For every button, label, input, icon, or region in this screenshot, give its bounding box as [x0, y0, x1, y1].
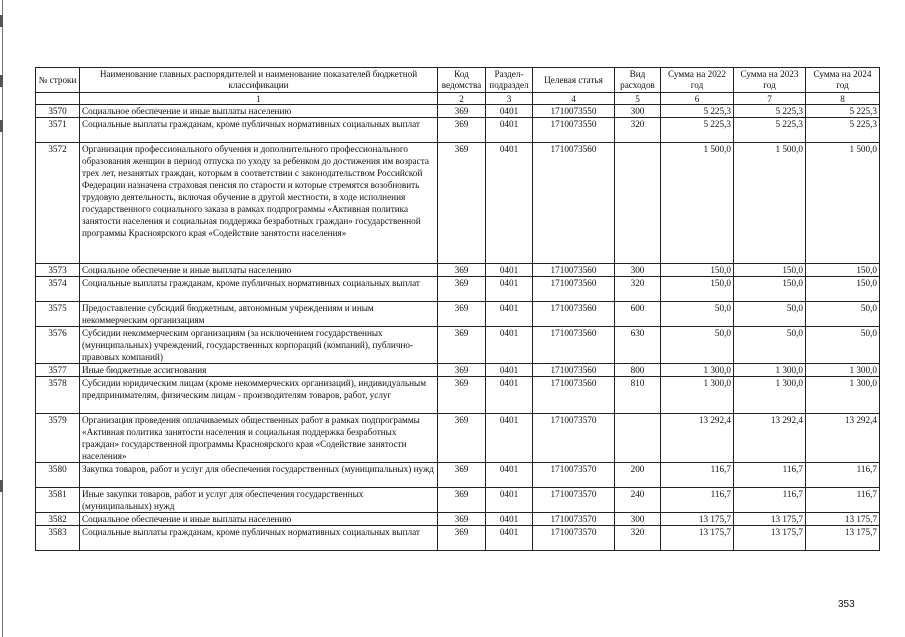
department-code-cell: 369: [438, 414, 486, 463]
row-number-cell: 3573: [36, 264, 80, 277]
sum-2022-cell: 50,0: [661, 302, 734, 327]
table-row: [36, 105, 880, 118]
name-cell: Субсидии юридическим лицам (кроме некоммерческих организаций), индивидуальным предпринимателям, физическим лицам - производителям товаров, работ, услуг: [80, 377, 438, 414]
column-number: 2: [438, 93, 486, 105]
sum-2024-cell: 5 225,3: [806, 105, 880, 118]
name-cell: Субсидии некоммерческим организациям (за исключением государственных (муниципальных) учреждений, государственных корпораций (компаний), публично-правовых компаний): [80, 327, 438, 364]
expense-kind-cell: 600: [615, 302, 661, 327]
header-target-item: Целевая статья: [533, 68, 615, 93]
table-row: [36, 463, 880, 488]
scan-mark: [0, 75, 3, 87]
row-number-cell: 3582: [36, 513, 80, 526]
sum-2023-cell: 1 300,0: [734, 364, 806, 377]
column-number: 7: [734, 93, 806, 105]
sum-2024-cell: 50,0: [806, 327, 880, 364]
table-row: [36, 364, 880, 377]
sum-2024-cell: 13 292,4: [806, 414, 880, 463]
target-item-cell: 1710073550: [533, 105, 615, 118]
scan-mark: [0, 15, 3, 27]
section-cell: 0401: [486, 327, 533, 364]
department-code-cell: 369: [438, 302, 486, 327]
name-cell: Социальное обеспечение и иные выплаты населению: [80, 264, 438, 277]
sum-2024-cell: 5 225,3: [806, 118, 880, 143]
name-cell: Социальные выплаты гражданам, кроме публичных нормативных социальных выплат: [80, 277, 438, 302]
target-item-cell: 1710073560: [533, 377, 615, 414]
row-number-cell: 3574: [36, 277, 80, 302]
sum-2023-cell: 13 292,4: [734, 414, 806, 463]
sum-2023-cell: 50,0: [734, 302, 806, 327]
header-row-number: № строки: [36, 68, 80, 93]
sum-2022-cell: 13 175,7: [661, 526, 734, 551]
section-cell: 0401: [486, 488, 533, 513]
target-item-cell: 1710073560: [533, 264, 615, 277]
expense-kind-cell: 300: [615, 105, 661, 118]
column-number: 4: [533, 93, 615, 105]
column-number: 6: [661, 93, 734, 105]
table-row: [36, 513, 880, 526]
row-number-cell: 3576: [36, 327, 80, 364]
expense-kind-cell: 300: [615, 264, 661, 277]
scan-mark: [0, 120, 3, 132]
table-row: [36, 118, 880, 143]
department-code-cell: 369: [438, 513, 486, 526]
department-code-cell: 369: [438, 277, 486, 302]
section-cell: 0401: [486, 105, 533, 118]
sum-2022-cell: 1 300,0: [661, 377, 734, 414]
name-cell: Социальное обеспечение и иные выплаты населению: [80, 105, 438, 118]
section-cell: 0401: [486, 264, 533, 277]
sum-2023-cell: 1 500,0: [734, 143, 806, 264]
header-sum-2024: Сумма на 2024 год: [806, 68, 880, 93]
name-cell: Иные закупки товаров, работ и услуг для обеспечения государственных (муниципальных) нужд: [80, 488, 438, 513]
expense-kind-cell: [615, 414, 661, 463]
department-code-cell: 369: [438, 526, 486, 551]
sum-2023-cell: 13 175,7: [734, 526, 806, 551]
sum-2023-cell: 13 175,7: [734, 513, 806, 526]
department-code-cell: 369: [438, 463, 486, 488]
name-cell: Организация проведения оплачиваемых общественных работ в рамках подпрограммы «Активная политика занятости населения и социальная поддержка безработных граждан» государственной программы Красноярского края «Содействие занятости населения»: [80, 414, 438, 463]
row-number-cell: 3570: [36, 105, 80, 118]
sum-2024-cell: 50,0: [806, 302, 880, 327]
target-item-cell: 1710073560: [533, 302, 615, 327]
budget-table: [35, 67, 880, 551]
target-item-cell: 1710073570: [533, 488, 615, 513]
sum-2022-cell: 150,0: [661, 277, 734, 302]
expense-kind-cell: [615, 143, 661, 264]
table-body: [36, 105, 880, 551]
table-row: [36, 327, 880, 364]
sum-2023-cell: 150,0: [734, 277, 806, 302]
section-cell: 0401: [486, 526, 533, 551]
sum-2024-cell: 1 500,0: [806, 143, 880, 264]
sum-2024-cell: 1 300,0: [806, 377, 880, 414]
header-expense-kind: Вид расходов: [615, 68, 661, 93]
name-cell: Социальные выплаты гражданам, кроме публичных нормативных социальных выплат: [80, 118, 438, 143]
page-number: 353: [838, 599, 855, 610]
sum-2022-cell: 5 225,3: [661, 118, 734, 143]
sum-2022-cell: 116,7: [661, 488, 734, 513]
target-item-cell: 1710073570: [533, 513, 615, 526]
target-item-cell: 1710073570: [533, 414, 615, 463]
row-number-cell: 3581: [36, 488, 80, 513]
department-code-cell: 369: [438, 264, 486, 277]
header-section: Раздел-подраздел: [486, 68, 533, 93]
sum-2023-cell: 1 300,0: [734, 377, 806, 414]
row-number-cell: 3579: [36, 414, 80, 463]
header-department-code: Код ведомства: [438, 68, 486, 93]
sum-2024-cell: 13 175,7: [806, 526, 880, 551]
row-number-cell: 3583: [36, 526, 80, 551]
department-code-cell: 369: [438, 488, 486, 513]
expense-kind-cell: 320: [615, 526, 661, 551]
department-code-cell: 369: [438, 118, 486, 143]
name-cell: Предоставление субсидий бюджетным, автономным учреждениям и иным некоммерческим организациям: [80, 302, 438, 327]
table-row: [36, 377, 880, 414]
expense-kind-cell: 800: [615, 364, 661, 377]
table-row: [36, 143, 880, 264]
target-item-cell: 1710073560: [533, 277, 615, 302]
table-row: [36, 277, 880, 302]
section-cell: 0401: [486, 414, 533, 463]
department-code-cell: 369: [438, 364, 486, 377]
name-cell: Иные бюджетные ассигнования: [80, 364, 438, 377]
sum-2022-cell: 116,7: [661, 463, 734, 488]
sum-2022-cell: 13 175,7: [661, 513, 734, 526]
row-number-cell: 3578: [36, 377, 80, 414]
column-number: 1: [80, 93, 438, 105]
sum-2024-cell: 116,7: [806, 488, 880, 513]
section-cell: 0401: [486, 277, 533, 302]
name-cell: Организация профессионального обучения и дополнительного профессионального образования женщин в период отпуска по уходу за ребенком до достижения им возраста трех лет, незанятых граждан, которым в соответствии с законодательством Российской Федерации назначена страховая пенсия по старости и которые стремятся возобновить трудовую деятельность, включая обучение в другой местности, в ходе исполнения государственного социального заказа в рамках подпрограммы «Активная политика занятости населения и социальная поддержка безработных граждан» государственной программы Красноярского края «Содействие занятости населения»: [80, 143, 438, 264]
column-number: 8: [806, 93, 880, 105]
expense-kind-cell: 320: [615, 118, 661, 143]
target-item-cell: 1710073560: [533, 364, 615, 377]
row-number-cell: 3572: [36, 143, 80, 264]
row-number-cell: 3577: [36, 364, 80, 377]
expense-kind-cell: 810: [615, 377, 661, 414]
sum-2023-cell: 50,0: [734, 327, 806, 364]
column-number: [36, 93, 80, 105]
header-sum-2022: Сумма на 2022 год: [661, 68, 734, 93]
header-name: Наименование главных распорядителей и наименование показателей бюджетной классификации: [80, 68, 438, 93]
sum-2022-cell: 13 292,4: [661, 414, 734, 463]
sum-2022-cell: 150,0: [661, 264, 734, 277]
column-number: 5: [615, 93, 661, 105]
column-number: 3: [486, 93, 533, 105]
table-row: [36, 302, 880, 327]
expense-kind-cell: 300: [615, 513, 661, 526]
sum-2022-cell: 1 300,0: [661, 364, 734, 377]
section-cell: 0401: [486, 118, 533, 143]
section-cell: 0401: [486, 143, 533, 264]
sum-2022-cell: 5 225,3: [661, 105, 734, 118]
sum-2023-cell: 5 225,3: [734, 118, 806, 143]
target-item-cell: 1710073570: [533, 526, 615, 551]
scan-mark: [0, 480, 3, 492]
department-code-cell: 369: [438, 377, 486, 414]
name-cell: Закупка товаров, работ и услуг для обеспечения государственных (муниципальных) нужд: [80, 463, 438, 488]
column-number-row: [36, 93, 880, 105]
sum-2024-cell: 150,0: [806, 264, 880, 277]
target-item-cell: 1710073560: [533, 143, 615, 264]
sum-2023-cell: 116,7: [734, 463, 806, 488]
sum-2023-cell: 150,0: [734, 264, 806, 277]
sum-2024-cell: 150,0: [806, 277, 880, 302]
table-header-row: [36, 68, 880, 93]
section-cell: 0401: [486, 364, 533, 377]
sum-2023-cell: 5 225,3: [734, 105, 806, 118]
section-cell: 0401: [486, 463, 533, 488]
department-code-cell: 369: [438, 105, 486, 118]
row-number-cell: 3571: [36, 118, 80, 143]
table-row: [36, 488, 880, 513]
expense-kind-cell: 320: [615, 277, 661, 302]
department-code-cell: 369: [438, 143, 486, 264]
section-cell: 0401: [486, 513, 533, 526]
sum-2024-cell: 116,7: [806, 463, 880, 488]
sum-2024-cell: 1 300,0: [806, 364, 880, 377]
expense-kind-cell: 630: [615, 327, 661, 364]
sum-2023-cell: 116,7: [734, 488, 806, 513]
scan-edge-line: [2, 0, 3, 637]
table-row: [36, 264, 880, 277]
row-number-cell: 3575: [36, 302, 80, 327]
target-item-cell: 1710073560: [533, 327, 615, 364]
header-sum-2023: Сумма на 2023 год: [734, 68, 806, 93]
table-row: [36, 526, 880, 551]
section-cell: 0401: [486, 377, 533, 414]
sum-2022-cell: 1 500,0: [661, 143, 734, 264]
table-row: [36, 414, 880, 463]
expense-kind-cell: 200: [615, 463, 661, 488]
expense-kind-cell: 240: [615, 488, 661, 513]
name-cell: Социальные выплаты гражданам, кроме публичных нормативных социальных выплат: [80, 526, 438, 551]
target-item-cell: 1710073570: [533, 463, 615, 488]
name-cell: Социальное обеспечение и иные выплаты населению: [80, 513, 438, 526]
sum-2022-cell: 50,0: [661, 327, 734, 364]
sum-2024-cell: 13 175,7: [806, 513, 880, 526]
row-number-cell: 3580: [36, 463, 80, 488]
target-item-cell: 1710073550: [533, 118, 615, 143]
department-code-cell: 369: [438, 327, 486, 364]
section-cell: 0401: [486, 302, 533, 327]
